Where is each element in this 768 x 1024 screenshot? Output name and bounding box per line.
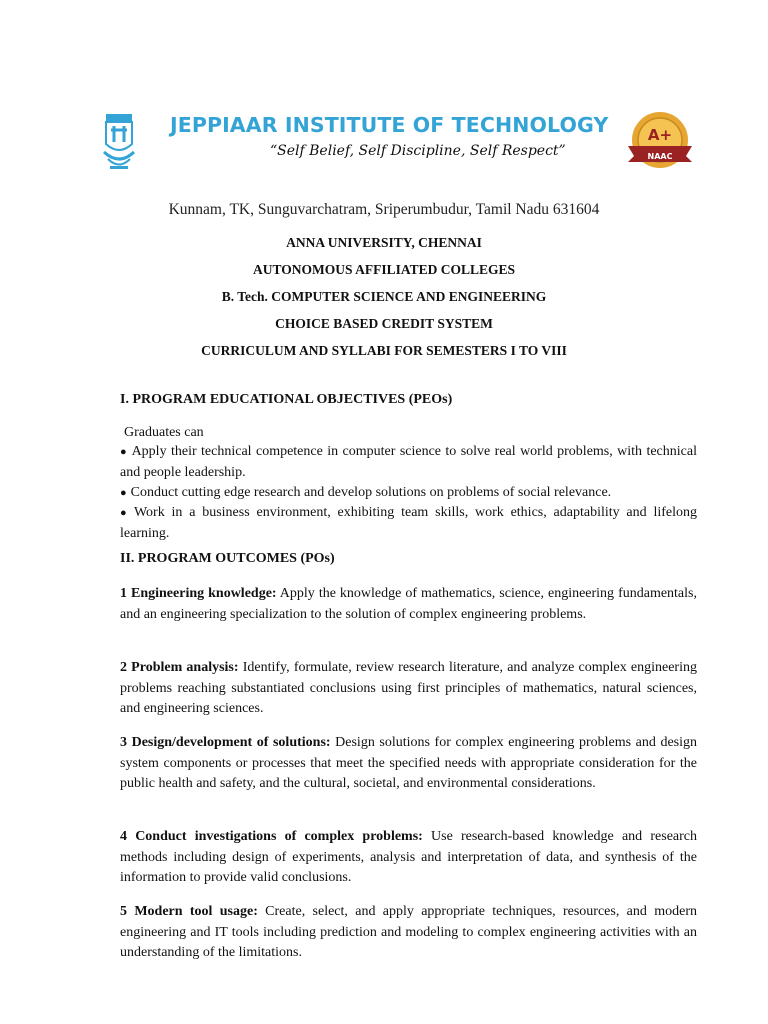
po-item-text: Design solutions for complex engineering problems and design system components or processes that meet the specified needs with appropriate consideration for the public health and safety, and the cultural, societal, and environmental considerations. (120, 735, 697, 791)
institution-address: Kunnam, TK, Sunguvarchatram, Sriperumbudur, Tamil Nadu 631604 (168, 201, 600, 218)
institution-motto: “Self Belief, Self Discipline, Self Respect” (270, 143, 566, 159)
heading-colleges: AUTONOMOUS AFFILIATED COLLEGES (252, 262, 516, 277)
naac-badge (626, 110, 694, 174)
curriculum-headings (0, 235, 768, 370)
peo-item: ● Conduct cutting edge research and develop solutions on problems of social relevance. (120, 485, 612, 500)
po-item-heading: 4 Conduct investigations of complex problems: (120, 829, 423, 844)
po-section-title: II. PROGRAM OUTCOMES (POs) (120, 551, 335, 566)
naac-label: NAAC (647, 152, 673, 161)
po-item (120, 902, 697, 964)
heading-curriculum: CURRICULUM AND SYLLABI FOR SEMESTERS I TO VIII (201, 343, 567, 358)
heading-programme: B. Tech. COMPUTER SCIENCE AND ENGINEERING (221, 289, 547, 304)
po-item-text: Create, select, and apply appropriate techniques, resources, and modern engineering and IT tools including prediction and modeling to complex engineering activities with an understanding of the limitations. (120, 904, 697, 960)
po-item-text: Use research-based knowledge and research methods including design of experiments, analysis and interpretation of data, and synthesis of the information to provide valid conclusions. (120, 829, 697, 885)
po-item (120, 658, 697, 720)
bullet-icon: ● (120, 507, 130, 519)
po-item-heading: 5 Modern tool usage: (120, 904, 258, 919)
peo-item: ● Apply their technical competence in computer science to solve real world problems, with technical and people leadership. (120, 444, 697, 480)
peo-section-title: I. PROGRAM EDUCATIONAL OBJECTIVES (PEOs) (120, 392, 453, 407)
po-item-text: Identify, formulate, review research literature, and analyze complex engineering problems reaching substantiated conclusions using first principles of mathematics, natural sciences, and engineering sciences. (120, 660, 697, 716)
po-item (120, 733, 697, 795)
heading-university: ANNA UNIVERSITY, CHENNAI (286, 235, 482, 250)
peo-intro: Graduates can (124, 425, 204, 440)
institution-logo (100, 112, 138, 174)
bullet-icon: ● (120, 446, 128, 458)
po-item-heading: 3 Design/development of solutions: (120, 735, 331, 750)
po-item-heading: 1 Engineering knowledge: (120, 586, 277, 601)
institution-name: JEPPIAAR INSTITUTE OF TECHNOLOGY (170, 113, 609, 137)
heading-credit-system: CHOICE BASED CREDIT SYSTEM (275, 316, 493, 331)
peo-item: ● Work in a business environment, exhibiting team skills, work ethics, adaptability and lifelong learning. (120, 505, 697, 541)
po-item-text: Apply the knowledge of mathematics, science, engineering fundamentals, and an engineering specialization to the solution of complex engineering problems. (120, 586, 697, 622)
po-item-heading: 2 Problem analysis: (120, 660, 239, 675)
po-item (120, 584, 697, 625)
bullet-icon: ● (120, 487, 127, 499)
naac-grade: A+ (647, 126, 673, 144)
po-item (120, 827, 697, 889)
